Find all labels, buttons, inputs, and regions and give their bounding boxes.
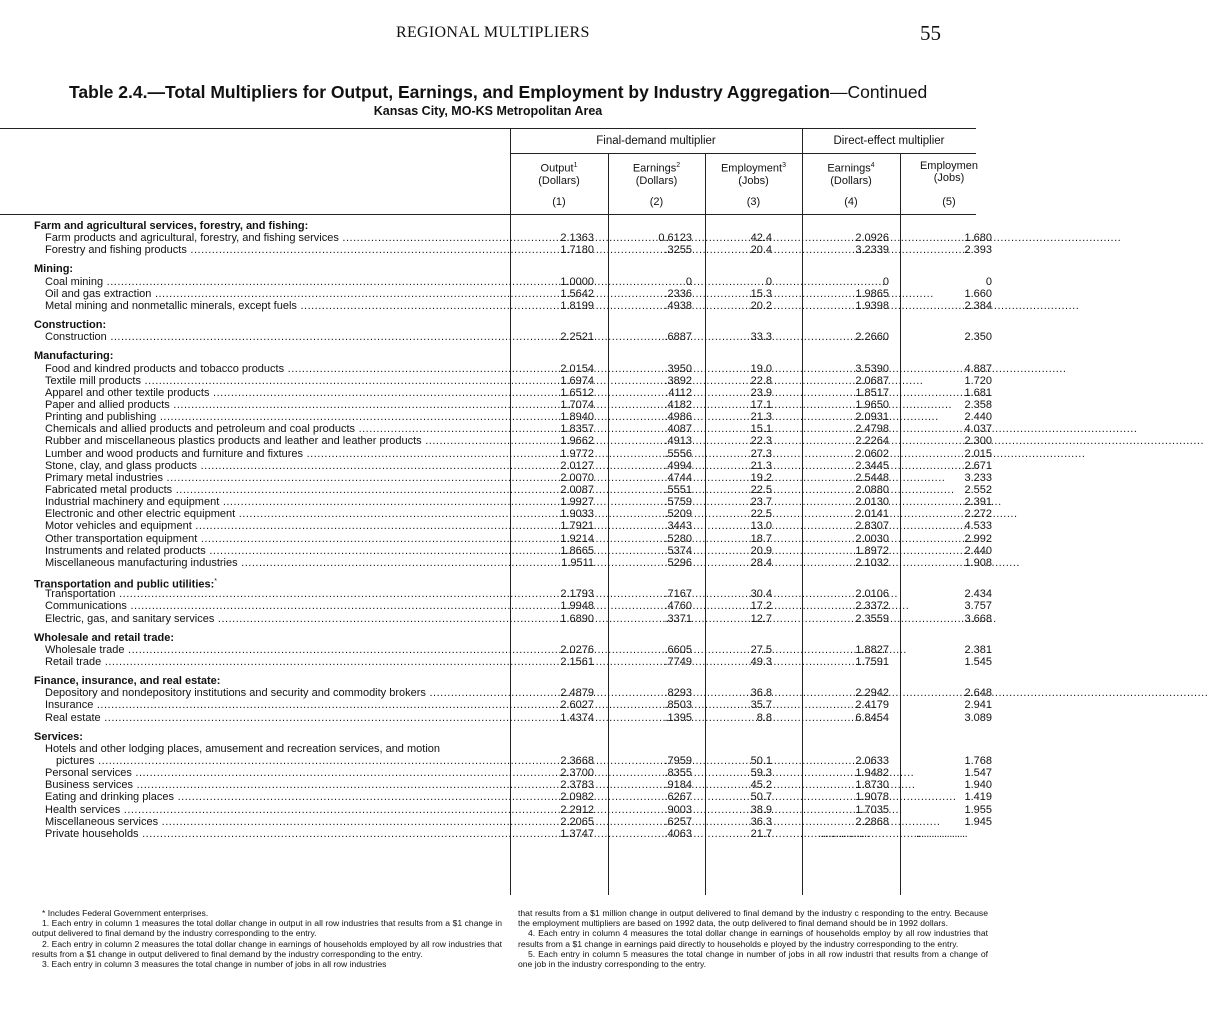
cell-col-2: .5759: [664, 496, 692, 509]
cell-col-5: 2.440: [964, 544, 992, 557]
cell-col-1: 1.9214: [560, 532, 594, 545]
column-header-3: [705, 160, 802, 187]
cell-col-5: 1.768: [964, 755, 992, 767]
column-header-unit: (Dollars): [538, 174, 580, 187]
cell-col-3: 12.7: [750, 612, 772, 625]
cell-col-2: .6267: [664, 791, 692, 804]
section-heading: [34, 319, 106, 331]
cell-col-2: .4913: [664, 435, 692, 448]
cell-col-5: 3.089: [964, 711, 992, 724]
cell-col-1: 1.9772: [560, 447, 594, 460]
cell-col-5: 1.940: [964, 779, 992, 792]
cell-col-4: 2.2264: [855, 435, 889, 448]
cell-col-4: 2.0030: [855, 532, 889, 545]
cell-col-1: 2.0154: [560, 362, 594, 375]
cell-col-2: .5280: [664, 532, 692, 545]
cell-col-3: 18.7: [750, 532, 772, 545]
row-label: Motor vehicles and equipment .....: [45, 520, 502, 532]
cell-col-1: 1.5642: [560, 287, 594, 300]
row-label: Personal services .....: [45, 767, 502, 779]
cell-col-1: 1.8357: [560, 423, 594, 436]
footnote: 2. Each entry in column 2 measures the total dollar change in earnings of households employed by all row industries that results from a $1 change in output delivered to final demand by the industry corresponding to the entry.: [32, 938, 502, 959]
cell-col-2: .3255: [664, 244, 692, 257]
row-label: Real estate .....: [45, 712, 502, 724]
cell-col-2: .6605: [664, 643, 692, 656]
cell-col-5: 1.955: [964, 803, 992, 816]
cell-col-5: 2.648: [964, 687, 992, 700]
cell-col-1: 1.3747: [560, 827, 594, 840]
cell-col-4: 1.9865: [855, 287, 889, 300]
cell-col-3: 50.7: [750, 791, 772, 804]
group-header-direct-effect: Direct-effect multiplier: [833, 135, 945, 147]
cell-col-5: 4.887: [964, 362, 992, 375]
row-label: Health services .....: [45, 804, 502, 816]
section-heading: [34, 731, 83, 743]
cell-col-4: 2.3445: [855, 459, 889, 472]
row-label: Printing and publishing .....: [45, 411, 502, 423]
cell-col-5: 2.358: [964, 398, 992, 411]
row-label: Metal mining and nonmetallic minerals, except fuels .....: [45, 300, 502, 312]
footnote: 1. Each entry in column 1 measures the total dollar change in output in all row industries that results from a $1 change in output delivered to final demand by the industry corresponding to the entry.: [32, 918, 502, 939]
row-label: Communications .....: [45, 600, 502, 612]
row-label: Lumber and wood products and furniture and fixtures .....: [45, 448, 502, 460]
cell-col-1: 1.8940: [560, 411, 594, 424]
section-heading-label: Wholesale and retail trade:: [34, 631, 174, 644]
cell-col-1: 1.7074: [560, 398, 594, 411]
column-header-unit: (Jobs): [933, 172, 965, 184]
cell-col-1: 2.0127: [560, 459, 594, 472]
cell-col-4: 3.2339: [855, 244, 889, 257]
column-footnote-ref: 1: [573, 162, 578, 169]
cell-col-4: 2.0602: [855, 447, 889, 460]
cell-col-5: 2.941: [964, 699, 992, 712]
row-label-continued: Hotels and other lodging places, amusement and recreation services, and motion: [45, 742, 441, 755]
column-header-4: [802, 160, 900, 187]
cell-col-1: 2.1793: [560, 588, 594, 601]
cell-col-4: 1.8827: [855, 643, 889, 656]
table-title: [69, 82, 927, 103]
cell-col-1: 1.4374: [560, 711, 594, 724]
cell-col-5: 1.720: [964, 374, 992, 387]
row-label: Business services .....: [45, 779, 502, 791]
cell-col-4: 6.8454: [855, 711, 889, 724]
column-number-1: (1): [552, 196, 566, 208]
column-header-label: Employmen: [919, 160, 979, 172]
section-heading-label: Services:: [34, 730, 83, 743]
cell-col-1: 2.0070: [560, 471, 594, 484]
cell-col-4: 2.2942: [855, 687, 889, 700]
cell-col-1: 1.6512: [560, 386, 594, 399]
cell-col-2: .5551: [664, 484, 692, 496]
column-number-4: (4): [844, 196, 858, 208]
cell-col-5: 2.300: [964, 435, 992, 448]
cell-col-3: 59.3: [750, 767, 772, 780]
cell-col-2: .8503: [664, 699, 692, 712]
section-heading-label: Manufacturing:: [34, 350, 114, 363]
cell-col-3: 15.3: [750, 287, 772, 300]
cell-col-4: 2.4798: [855, 423, 889, 436]
footnote: that results from a $1 million change in output delivered to final demand by the industry c responding to the entry. Because the employment multipliers are based on 1992 data, the outp delivered to final demand should be in 1992 dollars.: [518, 908, 988, 929]
group-header-rule: [510, 153, 976, 154]
cell-col-3: 20.9: [750, 544, 772, 557]
cell-col-2: .9184: [664, 779, 692, 792]
cell-col-1: 1.7921: [560, 520, 594, 533]
cell-col-5: 1.419: [964, 791, 992, 804]
cell-col-1: 1.8665: [560, 544, 594, 557]
cell-col-3: 21.3: [750, 459, 772, 472]
cell-col-5: 1.545: [964, 655, 992, 668]
cell-col-2: .4063: [664, 827, 692, 840]
cell-col-1: 2.1561: [560, 655, 594, 668]
cell-col-1: 2.2521: [560, 331, 594, 344]
cell-col-3: 21.3: [750, 411, 772, 424]
row-label: Chemicals and allied products and petroleum and coal products .....: [45, 423, 502, 435]
cell-col-2: .7167: [664, 588, 692, 601]
cell-col-2: .3950: [664, 362, 692, 375]
cell-col-2: .1395: [664, 711, 692, 724]
cell-col-2: .4938: [664, 299, 692, 312]
row-label: Forestry and fishing products .....: [45, 244, 502, 256]
cell-col-4: 2.0926: [855, 232, 889, 245]
column-header-label: Output: [540, 162, 574, 175]
cell-col-3: 42.4: [750, 232, 772, 245]
cell-col-1: 1.8199: [560, 299, 594, 312]
cell-col-5: 2.671: [964, 459, 992, 472]
row-label: Transportation .....: [45, 588, 502, 600]
section-heading: [34, 220, 308, 232]
cell-col-3: 33.3: [750, 331, 772, 344]
cell-col-1: 2.3783: [560, 779, 594, 792]
cell-col-2: .4182: [664, 398, 692, 411]
cell-col-4: 1.9482: [855, 767, 889, 780]
cell-col-3: 22.5: [750, 508, 772, 521]
row-label: pictures .....: [56, 755, 502, 767]
footnote: * Includes Federal Government enterprises.: [42, 908, 209, 918]
cell-col-3: 23.9: [750, 386, 772, 399]
cell-col-4: 2.2660: [855, 331, 889, 344]
column-header-unit: (Jobs): [738, 174, 769, 187]
cell-col-3: 23.7: [750, 496, 772, 509]
cell-col-2: .4112: [665, 386, 692, 399]
cell-col-5: 1.547: [964, 767, 992, 780]
cell-col-3: 22.8: [750, 374, 772, 387]
cell-col-2: .6887: [664, 331, 692, 344]
cell-col-2: .4760: [664, 600, 692, 613]
section-heading-label: Farm and agricultural services, forestry, and fishing:: [34, 220, 309, 232]
cell-col-3: 20.4: [750, 244, 772, 257]
row-label: Depository and nondepository institutions and security and commodity brokers .....: [45, 687, 502, 699]
cell-col-3: 17.1: [750, 398, 772, 411]
cell-col-3: 38.9: [750, 803, 772, 816]
cell-col-4: 1.8730: [855, 779, 889, 792]
cell-col-2: .5209: [664, 508, 692, 521]
cell-col-5: 1.908: [964, 556, 992, 569]
cell-col-5: 2.440: [964, 411, 992, 424]
cell-col-5: 2.434: [964, 588, 992, 601]
footnotes-right: [518, 908, 988, 969]
cell-col-4: 2.0880: [855, 484, 889, 496]
row-label: Private households .....: [45, 828, 502, 840]
cell-col-1: 2.0087: [560, 484, 594, 496]
cell-col-5: 1.680: [964, 232, 992, 245]
row-label: Stone, clay, and glass products .....: [45, 460, 502, 472]
cell-col-5: 2.381: [964, 643, 992, 656]
cell-col-3: 50.1: [750, 755, 772, 767]
section-heading-label: Mining:: [34, 263, 74, 276]
column-number-2: (2): [649, 196, 664, 208]
cell-col-4: 1.9398: [855, 299, 889, 312]
cell-col-4: 3.5390: [855, 362, 889, 375]
cell-col-4: 2.2868: [855, 815, 889, 828]
cell-col-1: 2.2912: [560, 803, 594, 816]
section-heading: [34, 576, 218, 591]
row-label: Instruments and related products .....: [45, 545, 502, 557]
cell-col-3: 17.2: [750, 600, 772, 613]
cell-col-1: 2.3700: [560, 767, 594, 780]
cell-col-4: ....................: [818, 827, 870, 840]
cell-col-4: 1.9650: [855, 398, 889, 411]
cell-col-5: 1.945: [964, 815, 992, 828]
column-header-5: [900, 160, 998, 184]
cell-col-2: .7959: [664, 755, 692, 767]
cell-col-3: 15.1: [750, 423, 772, 436]
cell-col-1: 1.9511: [561, 556, 594, 569]
cell-col-1: 1.9927: [560, 496, 594, 509]
row-label: Paper and allied products .....: [45, 399, 502, 411]
cell-col-1: 2.3668: [560, 755, 594, 767]
row-label: Coal mining .....: [45, 276, 502, 288]
section-footnote-ref: *: [214, 578, 218, 586]
section-heading: [34, 263, 73, 275]
column-footnote-ref: 4: [870, 162, 875, 169]
column-number-3: (3): [746, 196, 761, 208]
row-label: Miscellaneous manufacturing industries .....: [45, 557, 502, 569]
cell-col-2: .8293: [664, 687, 692, 700]
row-label: Primary metal industries .....: [45, 472, 502, 484]
row-label: Fabricated metal products .....: [45, 484, 502, 496]
section-heading: [34, 350, 113, 362]
cell-col-5: 2.393: [964, 244, 992, 257]
column-header-unit: (Dollars): [830, 174, 872, 187]
cell-col-4: 2.0141: [855, 508, 889, 521]
cell-col-2: .7749: [664, 655, 692, 668]
cell-col-5: 3.757: [964, 600, 992, 613]
cell-col-3: 27.5: [750, 643, 772, 656]
cell-col-4: 1.7035: [855, 803, 889, 816]
cell-col-2: .5556: [664, 447, 692, 460]
section-heading-label: Finance, insurance, and real estate:: [34, 675, 221, 688]
cell-col-3: 22.5: [750, 484, 772, 496]
column-number-5: (5): [942, 196, 956, 208]
cell-col-2: .4744: [664, 471, 692, 484]
cell-col-3: 28.4: [750, 556, 772, 569]
cell-col-5: 1.681: [964, 386, 992, 399]
cell-col-2: .3443: [664, 520, 692, 533]
row-label: Rubber and miscellaneous plastics products and leather and leather products .....: [45, 435, 502, 447]
cell-col-5: 2.384: [964, 299, 992, 312]
column-header-label: Earnings: [632, 162, 677, 175]
row-label: Insurance .....: [45, 699, 502, 711]
column-header-unit: (Dollars): [635, 174, 678, 187]
cell-col-3: 19.0: [750, 362, 772, 375]
footnote: 3. Each entry in column 3 measures the total change in number of jobs in all row industries: [42, 959, 387, 970]
cell-col-3: 20.2: [750, 299, 772, 312]
header-bottom-rule: [0, 214, 976, 215]
cell-col-4: 2.3559: [855, 612, 889, 625]
cell-col-1: 1.9948: [560, 600, 594, 613]
cell-col-5: 0: [985, 275, 992, 288]
cell-col-3: 21.7: [750, 827, 772, 840]
footnote: 4. Each entry in column 4 measures the total dollar change in earnings of households employ by all row industries that results from a $1 change in earnings paid directly to households e ployed by the industry corresponding to the entry.: [518, 928, 988, 949]
table-subtitle: Kansas City, MO-KS Metropolitan Area: [373, 104, 603, 118]
cell-col-2: .5374: [664, 544, 692, 557]
running-title: REGIONAL MULTIPLIERS: [396, 24, 590, 41]
column-footnote-ref: 2: [676, 162, 681, 169]
cell-col-4: 1.9078: [855, 791, 889, 804]
cell-col-1: 1.6890: [560, 612, 594, 625]
table-top-rule: [0, 128, 976, 129]
cell-col-1: 1.0000: [560, 275, 594, 288]
cell-col-1: 1.9033: [560, 508, 594, 521]
row-label: Electronic and other electric equipment .....: [45, 508, 502, 520]
cell-col-2: .4087: [664, 423, 692, 436]
cell-col-3: 13.0: [750, 520, 772, 533]
cell-col-1: 2.0276: [560, 643, 594, 656]
row-label: Electric, gas, and sanitary services .....: [45, 613, 502, 625]
cell-col-3: 22.3: [750, 435, 772, 448]
cell-col-4: 1.8972: [855, 544, 889, 557]
cell-col-1: 2.1363: [560, 232, 594, 245]
cell-col-4: 2.1032: [855, 556, 889, 569]
row-label: Apparel and other textile products .....: [45, 387, 502, 399]
cell-col-3: 45.2: [750, 779, 772, 792]
cell-col-2: .8355: [664, 767, 692, 780]
cell-col-3: 0: [765, 275, 772, 288]
page-number: 55: [920, 21, 941, 45]
cell-col-5: 4.037: [964, 423, 992, 436]
row-label: Textile mill products .....: [45, 375, 502, 387]
cell-col-1: 2.0982: [560, 791, 594, 804]
section-heading: [34, 632, 174, 644]
row-label: Miscellaneous services .....: [45, 816, 502, 828]
cell-col-2: .6257: [664, 815, 692, 828]
cell-col-3: 35.7: [750, 699, 772, 712]
column-header-2: [608, 160, 705, 187]
cell-col-4: 2.4179: [855, 699, 889, 712]
cell-col-5: 4.533: [964, 520, 992, 533]
cell-col-2: .4986: [664, 411, 692, 424]
cell-col-4: 2.5448: [855, 471, 889, 484]
cell-col-5: 3.668: [964, 612, 992, 625]
column-header-label: Employment: [720, 162, 783, 175]
cell-col-3: 27.3: [750, 447, 772, 460]
section-heading-label: Transportation and public utilities:: [34, 578, 215, 591]
column-header-1: [510, 160, 608, 187]
cell-col-2: .4994: [664, 459, 692, 472]
cell-col-4: 0: [882, 275, 889, 288]
cell-col-5: 2.272: [964, 508, 992, 521]
cell-col-4: 2.0687: [855, 374, 889, 387]
row-label: Retail trade .....: [45, 656, 502, 668]
cell-col-1: 2.4879: [560, 687, 594, 700]
cell-col-3: 8.8: [756, 711, 772, 724]
cell-col-2: 0: [685, 275, 692, 288]
cell-col-5: 2.391: [964, 496, 992, 509]
group-header-final-demand: Final-demand multiplier: [596, 135, 716, 147]
cell-col-2: .2336: [664, 287, 692, 300]
cell-col-5: 2.992: [964, 532, 992, 545]
footnote: 5. Each entry in column 5 measures the total change in number of jobs in all row industri that results from a change of one job in the industry corresponding to the entry.: [518, 948, 988, 970]
cell-col-1: 1.6974: [560, 374, 594, 387]
row-label: Food and kindred products and tobacco products .....: [45, 363, 502, 375]
cell-col-4: 2.8307: [855, 520, 889, 533]
cell-col-2: .5296: [664, 556, 692, 569]
cell-col-2: .9003: [664, 803, 692, 816]
running-head: [0, 21, 976, 46]
row-label: Eating and drinking places .....: [45, 791, 502, 803]
cell-col-3: 36.8: [750, 687, 772, 700]
section-heading: [34, 675, 220, 687]
section-heading-label: Construction:: [34, 319, 107, 332]
cell-col-5: 1.660: [964, 287, 992, 300]
row-label: Other transportation equipment .....: [45, 533, 502, 545]
table-title-main: Table 2.4.—Total Multipliers for Output, Earnings, and Employment by Industry Aggregation: [69, 82, 830, 102]
cell-col-4: 2.0106: [855, 588, 889, 601]
cell-col-2: 0.6123: [658, 232, 692, 245]
row-label: Wholesale trade .....: [45, 644, 502, 656]
row-label: Oil and gas extraction .....: [45, 288, 502, 300]
cell-col-3: 19.2: [750, 471, 772, 484]
cell-col-1: 2.2065: [560, 815, 594, 828]
row-label: Industrial machinery and equipment .....: [45, 496, 502, 508]
cell-col-5: 2.552: [964, 484, 992, 496]
cell-col-4: 2.0130: [855, 496, 889, 509]
cell-col-4: 2.0633: [855, 755, 889, 767]
cell-col-4: 2.3372: [855, 600, 889, 613]
cell-col-2: .3892: [664, 374, 692, 387]
cell-col-5: 2.015: [964, 447, 992, 460]
column-footnote-ref: 3: [782, 162, 787, 169]
cell-col-4: 1.7591: [855, 655, 889, 668]
cell-col-5: 2.350: [964, 331, 992, 344]
row-label: Farm products and agricultural, forestry, and fishing services .....: [45, 232, 502, 244]
cell-col-5: 3.233: [964, 471, 992, 484]
cell-col-5: ....................: [916, 827, 968, 840]
cell-col-1: 2.6027: [560, 699, 594, 712]
cell-col-3: 36.3: [750, 815, 772, 828]
cell-col-2: .3371: [664, 612, 692, 625]
cell-col-3: 49.3: [750, 655, 772, 668]
table-title-continued: —Continued: [830, 82, 928, 102]
footnotes-left: [32, 908, 502, 969]
cell-col-4: 2.0931: [855, 411, 889, 424]
cell-col-4: 1.8517: [855, 386, 889, 399]
row-label: Construction .....: [45, 331, 502, 343]
cell-col-1: 1.9662: [560, 435, 594, 448]
column-header-label: Earnings: [827, 162, 871, 175]
cell-col-3: 30.4: [750, 588, 772, 601]
cell-col-1: 1.7180: [560, 244, 594, 257]
